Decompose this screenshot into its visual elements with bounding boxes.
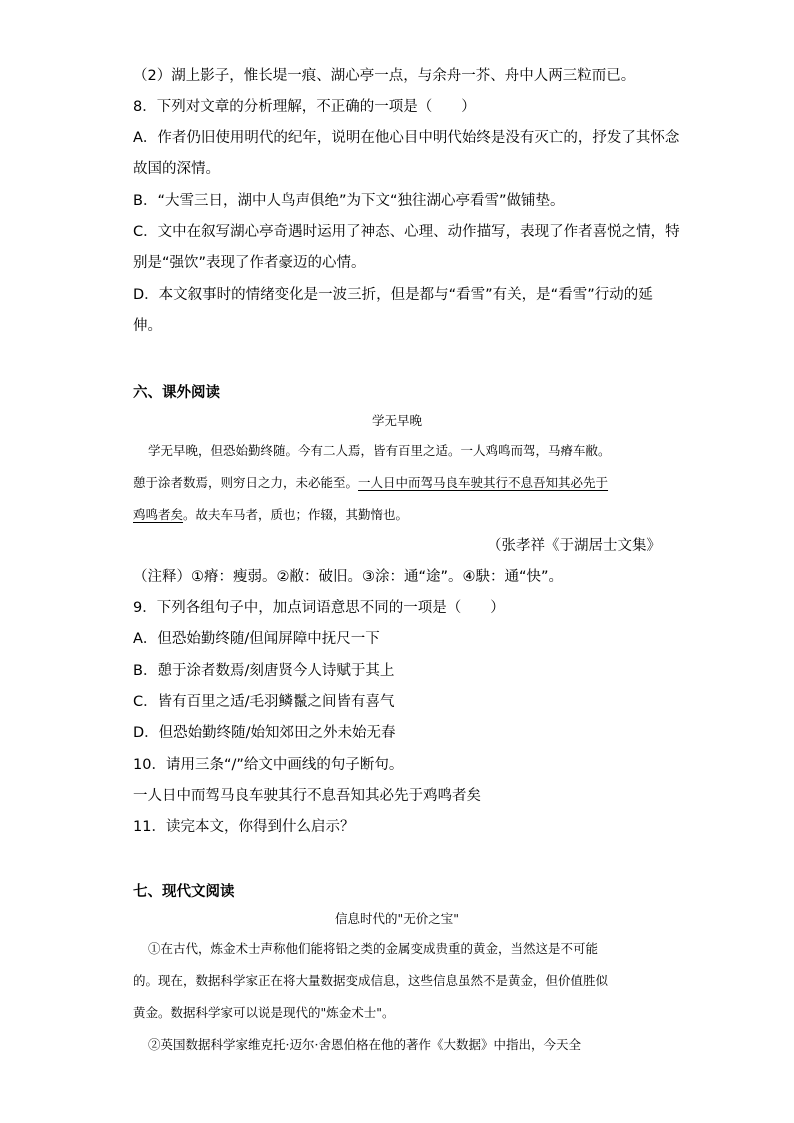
passage-7-line-1: ①在古代，炼金术士声称他们能将铅之类的金属变成贵重的黄金，当然这是不可能 bbox=[148, 941, 599, 956]
passage-6-line-3 bbox=[133, 505, 408, 525]
passage-6-text: 憩于涂者数焉，则穷日之力，未必能至。 bbox=[133, 475, 359, 490]
section-6-heading: 六、课外阅读 bbox=[133, 385, 220, 401]
option-9b: B．憩于涂者数焉/刻唐贤今人诗赋于其上 bbox=[133, 663, 395, 679]
passage-6-line-1: 学无早晚，但恐始勤终随。今有二人焉，皆有百里之适。一人鸡鸣而驾，马瘠车敝。 bbox=[148, 443, 611, 458]
option-9c: C．皆有百里之适/毛羽鳞鬣之间皆有喜气 bbox=[133, 694, 395, 710]
option-8a-cont: 故国的深情。 bbox=[133, 161, 220, 177]
option-8a: A．作者仍旧使用明代的纪年，说明在他心目中明代始终是没有灭亡的，抒发了其怀念 bbox=[133, 130, 680, 146]
question-10: 10．请用三条“/”给文中画线的句子断句。 bbox=[133, 757, 404, 773]
passage-7-line-2: 的。现在，数据科学家正在将大量数据变成信息，这些信息虽然不是黄金，但价值胜似 bbox=[133, 973, 609, 988]
section-7-heading: 七、现代文阅读 bbox=[133, 884, 235, 900]
underlined-sentence-end: 鸡鸣者矣 bbox=[133, 507, 184, 522]
passage-7-line-3: 黄金。数据科学家可以说是现代的"炼金术士"。 bbox=[133, 1005, 395, 1020]
passage-6-title: 学无早晚 bbox=[371, 413, 422, 428]
poem-line-2: （2）湖上影子，惟长堤一痕、湖心亭一点，与余舟一芥、舟中人两三粒而已。 bbox=[133, 68, 636, 84]
question-10-sentence: 一人日中而驾马良车驶其行不息吾知其必先于鸡鸣者矣 bbox=[133, 788, 481, 804]
passage-6-notes: （注释）①瘠：瘦弱。②敝：破旧。③涂：通“途”。④駃：通“快”。 bbox=[133, 569, 564, 585]
passage-7-line-4: ②英国数据科学家维克托·迈尔·舍恩伯格在他的著作《大数据》中指出，今天全 bbox=[148, 1037, 581, 1052]
question-9: 9．下列各组句子中，加点词语意思不同的一项是（ ） bbox=[133, 600, 505, 616]
passage-6-source: （张孝祥《于湖居士文集》 bbox=[487, 538, 661, 554]
option-8d: D．本文叙事时的情绪变化是一波三折，但是都与“看雪”有关，是“看雪”行动的延 bbox=[133, 287, 653, 303]
passage-7-title: 信息时代的"无价之宝" bbox=[335, 911, 459, 926]
option-8c-cont: 别是“强饮”表现了作者豪迈的心情。 bbox=[133, 255, 366, 271]
passage-6-line-2 bbox=[133, 473, 608, 493]
question-11: 11．读完本文，你得到什么启示？ bbox=[133, 819, 355, 835]
passage-6-text-end: 。故夫车马者，质也；作辍，其勤惰也。 bbox=[183, 507, 409, 522]
question-8: 8．下列对文章的分析理解，不正确的一项是（ ） bbox=[133, 99, 476, 115]
option-8d-cont: 伸。 bbox=[133, 318, 162, 334]
option-9a: A．但恐始勤终随/但闻屏障中抚尺一下 bbox=[133, 631, 380, 647]
option-9d: D．但恐始勤终随/始知郊田之外未始无春 bbox=[133, 725, 396, 741]
underlined-sentence: 一人日中而驾马良车驶其行不息吾知其必先于 bbox=[358, 475, 609, 490]
option-8c: C．文中在叙写湖心亭奇遇时运用了神态、心理、动作描写，表现了作者喜悦之情，特 bbox=[133, 224, 680, 240]
option-8b: B．“大雪三日，湖中人鸟声俱绝”为下文“独往湖心亭看雪”做铺垫。 bbox=[133, 193, 565, 209]
